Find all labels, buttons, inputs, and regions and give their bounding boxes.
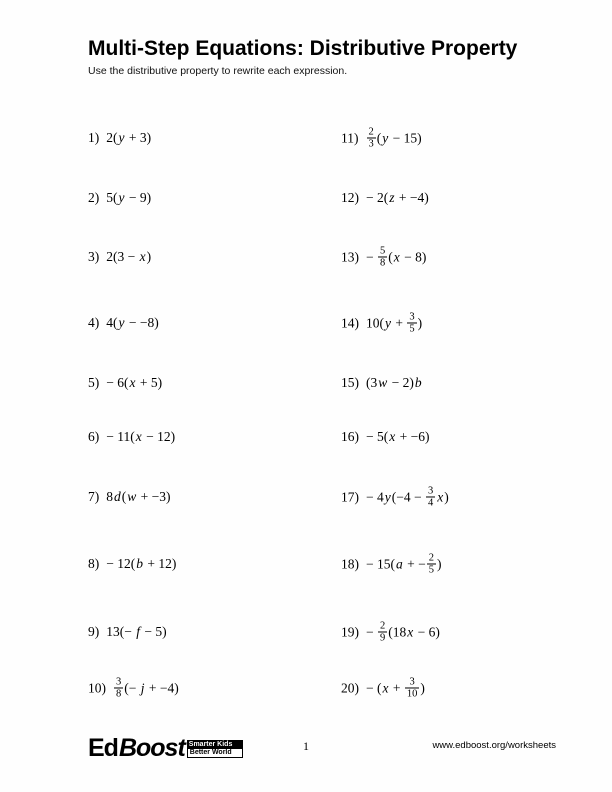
problem-number: 11) xyxy=(341,130,359,145)
math-text: − xyxy=(366,624,377,639)
problem-19 xyxy=(341,620,440,643)
problem-number: 9) xyxy=(88,624,100,639)
math-text: 4( xyxy=(106,315,118,330)
math-text: − 11( xyxy=(106,429,135,444)
problem-number: 3) xyxy=(88,249,100,264)
problem-number: 18) xyxy=(341,556,359,571)
problem-expression xyxy=(366,245,426,268)
math-text: 2( xyxy=(106,130,118,145)
math-text: − ( xyxy=(366,680,382,695)
math-text: ) xyxy=(417,315,423,330)
problem-12 xyxy=(341,190,429,206)
problem-expression xyxy=(366,485,449,508)
problem-11 xyxy=(341,126,422,149)
page-number: 1 xyxy=(303,739,309,753)
math-text: 2(3 − xyxy=(106,249,139,264)
variable: j xyxy=(140,680,145,695)
problem-expression xyxy=(366,126,422,149)
problem-expression xyxy=(113,676,179,699)
fraction: $\frac{3}{8}$ xyxy=(116,676,122,700)
variable: x xyxy=(135,429,142,444)
problem-number: 20) xyxy=(341,680,359,695)
variable: f xyxy=(136,624,140,639)
problem-17 xyxy=(341,485,449,508)
problem-expression xyxy=(106,556,176,572)
variable: z xyxy=(389,190,395,205)
math-text: − 9) xyxy=(125,190,152,205)
problem-number: 5) xyxy=(88,375,100,390)
math-text: + 5) xyxy=(136,375,163,390)
problem-number: 7) xyxy=(88,489,100,504)
logo-tagline-line2: Better World xyxy=(187,749,243,758)
variable: x xyxy=(437,489,444,504)
problem-number: 15) xyxy=(341,375,359,390)
variable: x xyxy=(407,624,414,639)
variable: w xyxy=(378,375,388,390)
problem-number: 2) xyxy=(88,190,100,205)
problem-1 xyxy=(88,130,151,146)
math-text: − 15) xyxy=(389,130,422,145)
problem-expression xyxy=(106,624,166,640)
math-text: − xyxy=(366,249,377,264)
math-text: − 12( xyxy=(106,556,136,571)
problem-number: 19) xyxy=(341,624,359,639)
problem-number: 13) xyxy=(341,249,359,264)
math-text: − 6) xyxy=(414,624,440,639)
problem-20 xyxy=(341,676,425,699)
math-text: − 5) xyxy=(141,624,167,639)
variable: a xyxy=(395,556,403,571)
problem-6 xyxy=(88,429,175,445)
header xyxy=(88,36,540,77)
variable: y xyxy=(385,315,391,330)
logo-text-boost: Boost xyxy=(118,734,185,762)
math-text: − −8) xyxy=(125,315,159,330)
variable: x xyxy=(382,680,389,695)
variable: y xyxy=(118,315,125,330)
problem-3 xyxy=(88,249,151,265)
variable: b xyxy=(414,375,422,390)
footer xyxy=(0,730,612,770)
math-text: 10( xyxy=(366,315,384,330)
math-text: − 12) xyxy=(142,429,176,444)
fraction: $\frac{3}{10}$ xyxy=(406,676,418,700)
problem-expression xyxy=(106,190,151,206)
problem-number: 14) xyxy=(341,315,359,330)
variable: w xyxy=(127,489,137,504)
math-text: − 4 xyxy=(366,489,384,504)
variable: x xyxy=(139,249,146,264)
problem-number: 16) xyxy=(341,429,359,444)
math-text: − 2( xyxy=(366,190,389,205)
math-text: 8 xyxy=(106,489,113,504)
math-text: ) xyxy=(436,556,442,571)
math-text: 5( xyxy=(106,190,118,205)
problem-18 xyxy=(341,552,441,575)
variable: b xyxy=(136,556,143,571)
problem-number: 1) xyxy=(88,130,100,145)
problem-expression xyxy=(366,311,422,334)
math-text: + − xyxy=(403,556,426,571)
math-text: ( xyxy=(121,489,127,504)
problem-expression xyxy=(366,552,441,575)
variable: x xyxy=(129,375,136,390)
math-text: ) xyxy=(420,680,425,695)
problem-16 xyxy=(341,429,429,445)
math-text: − 2) xyxy=(388,375,414,390)
math-text: + −3) xyxy=(137,489,171,504)
problem-4 xyxy=(88,315,159,331)
problem-expression xyxy=(106,249,151,265)
math-text: (− xyxy=(124,680,140,695)
problem-expression xyxy=(366,375,423,391)
problem-number: 10) xyxy=(88,680,106,695)
variable: x xyxy=(389,429,396,444)
logo-tagline-line1: Smarter Kids xyxy=(187,740,243,749)
math-text: + −4) xyxy=(145,680,179,695)
variable: y xyxy=(382,130,389,145)
math-text: − 8) xyxy=(400,249,427,264)
problem-15 xyxy=(341,375,423,391)
math-text: − 6( xyxy=(106,375,129,390)
math-text: + xyxy=(389,680,404,695)
math-text: − 15( xyxy=(366,556,395,571)
problem-number: 8) xyxy=(88,556,100,571)
logo-text-ed: Ed xyxy=(88,734,118,762)
math-text: (18 xyxy=(388,624,407,639)
fraction: $\frac{2}{9}$ xyxy=(380,620,386,644)
variable: x xyxy=(393,249,400,264)
website-url: www.edboost.org/worksheets xyxy=(432,740,556,751)
problem-2 xyxy=(88,190,151,206)
fraction: $\frac{2}{3}$ xyxy=(368,126,374,150)
problem-7 xyxy=(88,489,171,505)
math-text: ) xyxy=(444,489,449,504)
math-text: + −6) xyxy=(396,429,430,444)
math-text: − 5( xyxy=(366,429,389,444)
fraction: $\frac{5}{8}$ xyxy=(380,245,386,269)
problem-expression xyxy=(366,676,425,699)
problem-expression xyxy=(106,429,175,445)
problem-expression xyxy=(106,315,158,331)
math-text: ( xyxy=(376,130,382,145)
fraction: $\frac{3}{5}$ xyxy=(409,311,415,335)
math-text: + −4) xyxy=(395,190,429,205)
instructions-text: Use the distributive property to rewrite each expression. xyxy=(88,64,348,77)
problem-10 xyxy=(88,676,179,699)
math-text: + xyxy=(392,315,407,330)
problem-expression xyxy=(106,130,151,146)
variable: y xyxy=(384,489,391,504)
math-text: (3 xyxy=(366,375,378,390)
math-text: ) xyxy=(146,249,152,264)
problem-expression xyxy=(366,429,429,445)
problem-number: 17) xyxy=(341,489,359,504)
math-text: + 3) xyxy=(125,130,152,145)
problem-expression xyxy=(106,375,162,391)
page-title: Multi-Step Equations: Distributive Property xyxy=(88,37,518,60)
problem-number: 4) xyxy=(88,315,100,330)
problem-number: 6) xyxy=(88,429,100,444)
variable: y xyxy=(118,130,125,145)
math-text: (−4 − xyxy=(391,489,425,504)
problem-8 xyxy=(88,556,176,572)
math-text: 13(− xyxy=(106,624,136,639)
fraction: $\frac{3}{4}$ xyxy=(427,485,434,509)
problem-expression xyxy=(106,489,170,505)
variable: d xyxy=(114,489,121,504)
fraction: $\frac{2}{5}$ xyxy=(428,552,434,576)
problem-expression xyxy=(366,620,440,643)
problem-14 xyxy=(341,311,422,334)
problem-5 xyxy=(88,375,162,391)
math-text: + 12) xyxy=(143,556,177,571)
variable: y xyxy=(118,190,125,205)
problem-number: 12) xyxy=(341,190,359,205)
math-text: ( xyxy=(388,249,393,264)
problem-expression xyxy=(366,190,429,206)
problem-9 xyxy=(88,624,167,640)
problem-13 xyxy=(341,245,426,268)
